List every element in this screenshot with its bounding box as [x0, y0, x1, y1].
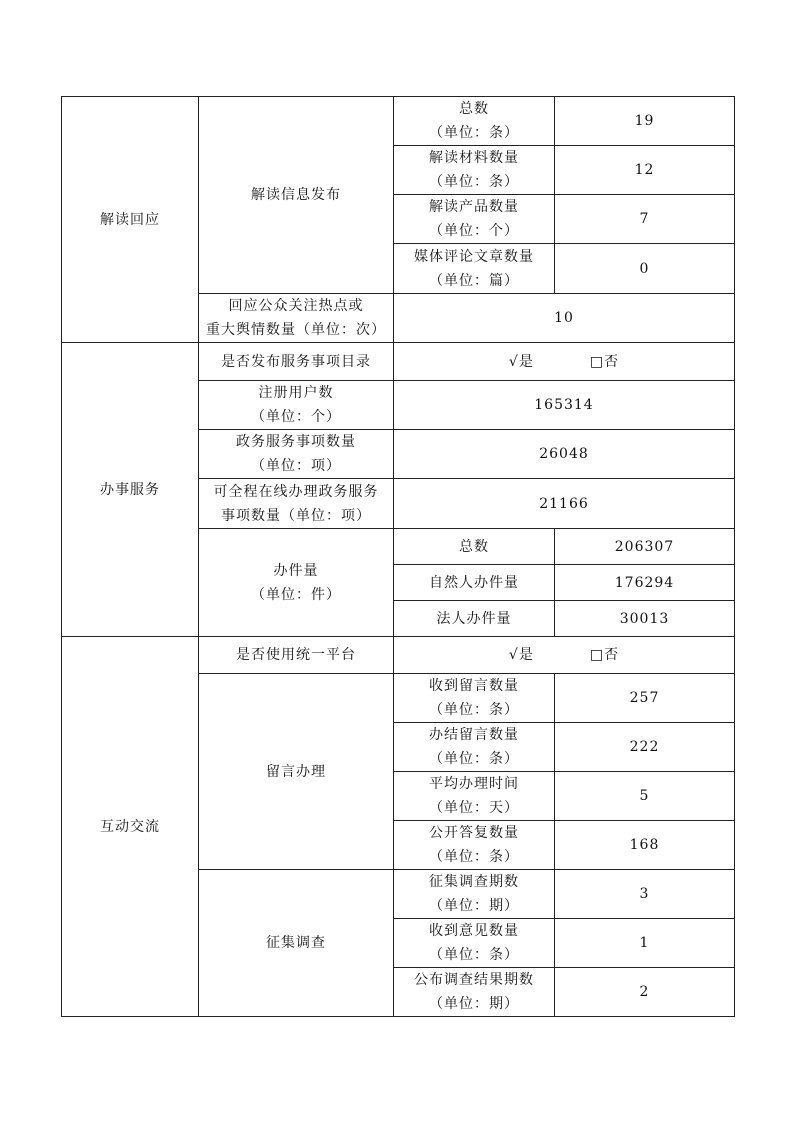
- value-cell: [555, 870, 735, 919]
- item-label: 公布调查结果期数: [414, 972, 534, 988]
- item-cell: [394, 723, 555, 772]
- value-cell: [555, 601, 735, 637]
- item-unit: （单位：篇）: [429, 272, 519, 289]
- value-cell: [555, 968, 735, 1017]
- item-unit: （单位：条）: [429, 125, 519, 141]
- subcategory-cell: [199, 343, 394, 381]
- category-label: 办事服务: [100, 481, 160, 498]
- item-unit: （单位：条）: [429, 702, 519, 718]
- item-label: 解读材料数量: [429, 150, 519, 166]
- response-label-line2: 重大舆情数量（单位：次）: [206, 322, 386, 338]
- items-label: 政务服务事项数量: [236, 434, 356, 450]
- item-label: 总数: [459, 538, 489, 555]
- item-unit: （单位：个）: [429, 223, 519, 239]
- item-cell: [394, 870, 555, 919]
- item-value: 2: [639, 984, 650, 1000]
- online-value: 21166: [539, 495, 589, 512]
- value-cell: [555, 195, 735, 244]
- item-value: 222: [629, 739, 660, 755]
- yes-checkbox: √是: [508, 353, 534, 370]
- users-unit: （单位：个）: [251, 409, 341, 425]
- catalog-label: 是否发布服务事项目录: [221, 353, 371, 370]
- value-cell: [555, 244, 735, 294]
- item-label: 法人办件量: [436, 610, 512, 627]
- report-table: [61, 96, 735, 1017]
- items-unit: （单位：项）: [251, 458, 341, 474]
- item-unit: （单位：期）: [429, 996, 519, 1012]
- item-cell: [394, 919, 555, 968]
- item-value: 7: [639, 211, 650, 227]
- value-cell: [394, 381, 735, 430]
- item-cell: [394, 529, 555, 565]
- value-cell: [555, 529, 735, 565]
- value-cell: [555, 674, 735, 723]
- users-label: 注册用户数: [258, 385, 334, 401]
- item-value: 5: [639, 788, 650, 804]
- subcategory-cell: [199, 529, 394, 637]
- yes-checkbox: √是: [508, 647, 534, 663]
- no-checkbox: □否: [589, 353, 620, 370]
- category-cell: [62, 637, 199, 1017]
- subcategory-cell: [199, 430, 394, 479]
- item-cell: [394, 674, 555, 723]
- category-cell: [62, 97, 199, 343]
- item-value: 1: [639, 935, 650, 951]
- value-cell: [555, 146, 735, 195]
- item-cell: [394, 195, 555, 244]
- category-cell: [62, 343, 199, 637]
- table-row: [62, 97, 735, 146]
- category-label: 解读回应: [100, 211, 160, 228]
- survey-label: 征集调查: [266, 935, 326, 951]
- no-checkbox: □否: [589, 647, 620, 663]
- item-cell: [394, 772, 555, 821]
- messages-label: 留言办理: [266, 763, 326, 780]
- item-label: 总数: [459, 101, 489, 117]
- items-value: 26048: [539, 446, 589, 462]
- item-value: 257: [629, 690, 660, 706]
- item-label: 征集调查期数: [429, 874, 519, 890]
- volume-unit: （单位：件）: [251, 586, 341, 603]
- item-value: 30013: [619, 610, 670, 627]
- checkbox-cell: [394, 637, 735, 674]
- item-cell: [394, 146, 555, 195]
- subcategory-cell: [199, 870, 394, 1017]
- checkbox-cell: [394, 343, 735, 381]
- item-label: 自然人办件量: [429, 574, 519, 591]
- value-cell: [555, 772, 735, 821]
- value-cell: [555, 919, 735, 968]
- subcategory-cell: [199, 674, 394, 870]
- item-value: 168: [629, 837, 660, 853]
- value-cell: [555, 723, 735, 772]
- value-cell: [555, 565, 735, 601]
- online-label-line1: 可全程在线办理政务服务: [213, 483, 379, 500]
- item-label: 办结留言数量: [429, 727, 519, 743]
- item-unit: （单位：条）: [429, 947, 519, 963]
- item-value: 3: [639, 886, 650, 902]
- volume-label: 办件量: [273, 562, 319, 579]
- item-unit: （单位：条）: [429, 174, 519, 190]
- value-cell: [555, 97, 735, 146]
- value-cell: [394, 294, 735, 343]
- item-unit: （单位：条）: [429, 849, 519, 865]
- item-value: 0: [639, 260, 650, 277]
- item-cell: [394, 601, 555, 637]
- category-label: 互动交流: [100, 818, 160, 835]
- users-value: 165314: [534, 397, 594, 413]
- item-cell: [394, 968, 555, 1017]
- item-value: 176294: [614, 574, 675, 591]
- item-value: 19: [634, 113, 655, 129]
- subcategory-cell: [199, 381, 394, 430]
- value-cell: [394, 430, 735, 479]
- response-label-line1: 回应公众关注热点或: [228, 298, 364, 314]
- table-row: [62, 343, 735, 381]
- subcategory-cell: [199, 294, 394, 343]
- subcategory-cell: [199, 479, 394, 529]
- subcategory-cell: [199, 97, 394, 294]
- item-label: 解读产品数量: [429, 199, 519, 215]
- item-value: 206307: [614, 538, 675, 555]
- value-cell: [394, 479, 735, 529]
- response-value: 10: [554, 310, 574, 326]
- item-cell: [394, 97, 555, 146]
- subcategory-cell: [199, 637, 394, 674]
- item-unit: （单位：条）: [429, 751, 519, 767]
- item-label: 公开答复数量: [429, 825, 519, 841]
- item-label: 收到留言数量: [429, 678, 519, 694]
- item-cell: [394, 565, 555, 601]
- item-label: 收到意见数量: [429, 923, 519, 939]
- item-label: 平均办理时间: [429, 776, 519, 792]
- item-unit: （单位：天）: [429, 800, 519, 816]
- item-unit: （单位：期）: [429, 898, 519, 914]
- subcategory-label: 解读信息发布: [251, 187, 341, 203]
- item-cell: [394, 244, 555, 294]
- value-cell: [555, 821, 735, 870]
- item-label: 媒体评论文章数量: [414, 248, 534, 265]
- online-label-line2: 事项数量（单位：项）: [221, 507, 371, 524]
- platform-label: 是否使用统一平台: [236, 647, 356, 663]
- item-value: 12: [634, 162, 655, 178]
- item-cell: [394, 821, 555, 870]
- table-row: [62, 637, 735, 674]
